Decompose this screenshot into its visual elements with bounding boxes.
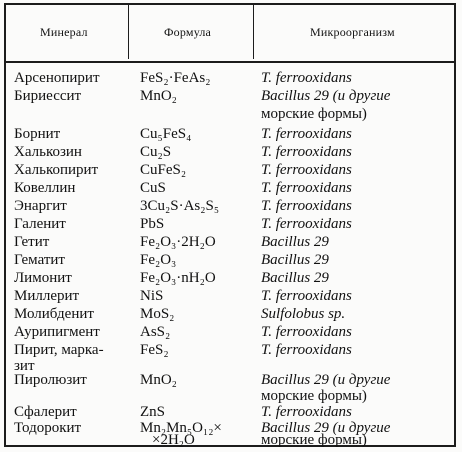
table-row: [6, 125, 454, 143]
column-divider: [253, 5, 254, 59]
organism-cell: T. ferrooxidans: [261, 162, 352, 178]
mineral-cell: Гематит: [14, 252, 65, 268]
organism-cell: Bacillus 29 (и другие: [261, 420, 391, 436]
mineral-cell: Халькопирит: [14, 162, 99, 178]
table-row: [6, 87, 454, 105]
formula-cell: ZnS: [140, 404, 166, 420]
organism-cell: T. ferrooxidans: [261, 324, 352, 340]
organism-cell: T. ferrooxidans: [261, 288, 352, 304]
formula-cell: 3Cu₂S·As₂S₅: [140, 198, 220, 214]
header-rule: [6, 61, 454, 63]
formula-cell: MnO₂: [140, 88, 177, 104]
formula-cell: MnO₂: [140, 372, 177, 388]
organism-cell: T. ferrooxidans: [261, 216, 352, 232]
table-row: [6, 69, 454, 87]
formula-cell: AsS₂: [140, 324, 171, 340]
organism-cell: T. ferrooxidans: [261, 198, 352, 214]
formula-cell: Cu₅FeS₄: [140, 126, 192, 142]
mineral-cell: Молибденит: [14, 306, 94, 322]
mineral-table: [4, 3, 456, 447]
formula-cell: CuS: [140, 180, 166, 196]
organism-cell: T. ferrooxidans: [261, 70, 352, 86]
table-row: [6, 197, 454, 215]
table-row: [6, 323, 454, 341]
organism-cell: T. ferrooxidans: [261, 342, 352, 358]
mineral-cell: Халькозин: [14, 144, 82, 160]
table-row: [6, 179, 454, 197]
header-formula: Формула: [164, 25, 212, 39]
organism-cell: Bacillus 29: [261, 234, 329, 250]
formula-cell: PbS: [140, 216, 165, 232]
formula-cell: NiS: [140, 288, 164, 304]
organism-cell-line2: морские формы): [261, 106, 367, 122]
mineral-cell: Гетит: [14, 234, 50, 250]
formula-cell-line2: ×2H₂O: [152, 432, 195, 448]
mineral-cell: Тодорокит: [14, 420, 82, 436]
organism-cell: T. ferrooxidans: [261, 180, 352, 196]
table-row: [6, 269, 454, 287]
formula-cell: Mn₂Mn₅O₁₂×: [140, 420, 222, 436]
table-row: [6, 233, 454, 251]
organism-cell: T. ferrooxidans: [261, 144, 352, 160]
table-row: [6, 305, 454, 323]
mineral-cell: Пиролюзит: [14, 372, 87, 388]
organism-cell: Bacillus 29 (и другие: [261, 372, 391, 388]
organism-cell: T. ferrooxidans: [261, 404, 352, 420]
organism-cell: Sulfolobus sp.: [261, 306, 346, 322]
mineral-cell: Бириессит: [14, 88, 82, 104]
organism-cell: Bacillus 29 (и другие: [261, 88, 391, 104]
organism-cell: T. ferrooxidans: [261, 126, 352, 142]
mineral-cell: Энаргит: [14, 198, 67, 214]
formula-cell: FeS₂: [140, 342, 169, 358]
mineral-cell: Миллерит: [14, 288, 80, 304]
table-row: [6, 161, 454, 179]
table-row: [6, 287, 454, 305]
organism-cell-line2: морские формы): [261, 432, 367, 448]
mineral-cell: Галенит: [14, 216, 66, 232]
table-row-continuation: [6, 105, 454, 123]
column-divider: [128, 5, 129, 59]
formula-cell: Fe₂O₃: [140, 252, 177, 268]
formula-cell: Cu₂S: [140, 144, 172, 160]
header-mineral: Минерал: [40, 25, 88, 39]
table-row-continuation: [6, 433, 454, 447]
formula-cell: Fe₂O₃·2H₂O: [140, 234, 216, 250]
formula-cell: Fe₂O₃·nH₂O: [140, 270, 216, 286]
mineral-cell: Пирит, марка-: [14, 342, 104, 358]
formula-cell: CuFeS₂: [140, 162, 187, 178]
formula-cell: FeS₂·FeAs₂: [140, 70, 211, 86]
header-organism: Микроорганизм: [310, 25, 395, 39]
mineral-cell: Арсенопирит: [14, 70, 100, 86]
table-row: [6, 251, 454, 269]
organism-cell: Bacillus 29: [261, 270, 329, 286]
mineral-cell: Аурипигмент: [14, 324, 100, 340]
table-row: [6, 215, 454, 233]
formula-cell: MoS₂: [140, 306, 175, 322]
mineral-cell-line2: зит: [14, 358, 35, 374]
mineral-cell: Борнит: [14, 126, 61, 142]
table-row: [6, 143, 454, 161]
mineral-cell: Ковеллин: [14, 180, 76, 196]
mineral-cell: Лимонит: [14, 270, 72, 286]
organism-cell-line2: морские формы): [261, 388, 367, 404]
organism-cell: Bacillus 29: [261, 252, 329, 268]
mineral-cell: Сфалерит: [14, 404, 77, 420]
